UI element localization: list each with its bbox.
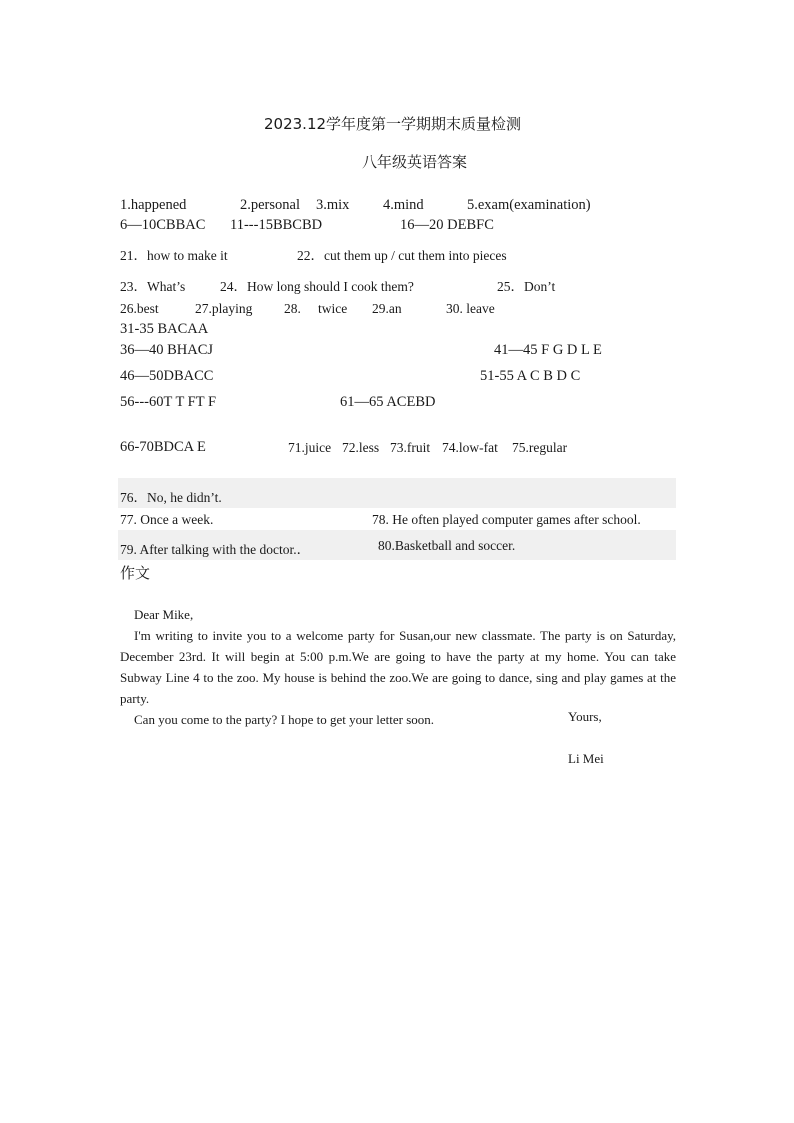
answer-72: 72.less [342,440,380,455]
answer-73: 73.fruit [390,440,431,455]
answer-61-65: 61—65 ACEBD [340,394,436,410]
answer-31-35: 31-35 BACAA [120,321,209,337]
answer-5: 5.exam(examination) [467,197,591,213]
answer-11-15: 11---15BBCBD [230,217,323,233]
letter-closing-question: Can you come to the party? I hope to get your letter soon. [134,712,435,727]
page-subtitle: 八年级英语答案 [362,153,468,171]
letter-sign-off: Yours, [568,709,602,724]
answer-51-55: 51-55 A C B D C [480,368,581,384]
letter-greeting: Dear Mike, [134,607,194,622]
answer-28-number: 28. [284,301,301,316]
answer-76: 76．No, he didn’t. [120,490,222,505]
answer-79: 79. After talking with the doctor.． [120,542,311,557]
answer-80: 80.Basketball and soccer. [378,538,516,553]
answer-78: 78. He often played computer games after school. [372,512,641,527]
answer-56-60: 56---60T T FT F [120,394,217,410]
answer-27: 27.playing [195,301,253,316]
answer-4: 4.mind [383,197,424,213]
answer-74: 74.low-fat [442,440,498,455]
answer-29: 29.an [372,301,402,316]
answer-77: 77. Once a week. [120,512,214,527]
answer-66-70: 66-70BDCA E [120,439,206,455]
answer-36-40: 36—40 BHACJ [120,342,214,358]
answer-25: 25．Don’t [497,279,556,294]
letter-signature: Li Mei [568,751,604,766]
answer-1: 1.happened [120,197,187,213]
answer-2: 2.personal [240,197,300,213]
answer-26: 26.best [120,301,159,316]
essay-heading: 作文 [120,564,151,582]
answer-75: 75.regular [512,440,568,455]
answer-23: 23．What’s [120,279,186,294]
answer-6-10: 6—10CBBAC [120,217,206,233]
answer-46-50: 46—50DBACC [120,368,214,384]
answer-71: 71.juice [288,440,332,455]
page-title: 2023.12学年度第一学期期末质量检测 [264,115,522,133]
answer-3: 3.mix [316,197,350,213]
answer-41-45: 41—45 F G D L E [494,342,602,358]
letter-body: I'm writing to invite you to a welcome party for Susan,our new classmate. The party is on Saturday, December 23rd. It will begin at 5:00 p.m.We are going to have the party at my home. You can take Subway Line 4 to the zoo. My house is behind the zoo.We are going to dance, sing and play games at the party. [120,628,676,706]
answer-28: twice [318,301,348,316]
answer-16-20: 16—20 DEBFC [400,217,494,233]
answer-30: 30. leave [446,301,495,316]
answer-21: 21．how to make it [120,248,228,263]
answer-22: 22．cut them up / cut them into pieces [297,248,507,263]
answer-24: 24．How long should I cook them? [220,279,414,294]
